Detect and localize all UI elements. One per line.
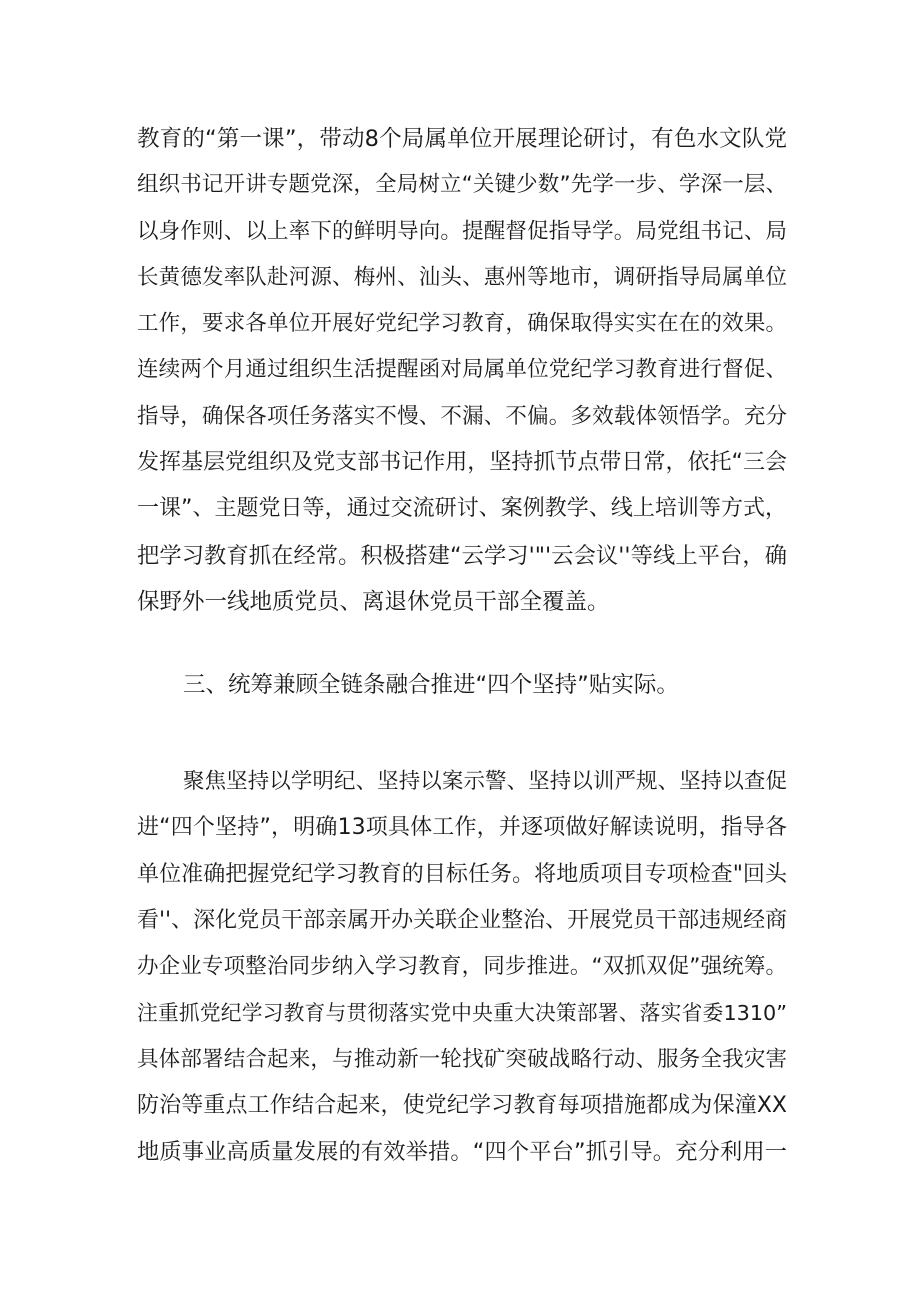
paragraph-line: 保野外一线地质党员、离退休党员干部全覆盖。 [137,588,610,615]
paragraph-line: 具体部署结合起来，与推动新一轮找矿突破战略行动、服务全我灾害 [137,1046,787,1072]
paragraph-line: 长黄德发率队赴河源、梅州、汕头、惠州等地市，调研指导局属单位 [137,264,787,290]
paragraph-line: 把学习教育抓在经常。积极搭建“云学习'"'云会议''等线上平台，确 [137,542,787,569]
paragraph-line: 注重抓党纪学习教育与贯彻落实党中央重大决策部署、落实省委1310” [137,1001,787,1026]
paragraph-line: 指导，确保各项任务落实不慢、不漏、不偏。多效载体领悟学。充分 [137,403,787,429]
paragraph-line: 发挥基层党组织及党支部书记作用，坚持抓节点带日常，依托“三会 [137,450,787,476]
paragraph-line: 连续两个月通过组织生活提醒函对局属单位党纪学习教育进行督促、 [137,357,787,383]
paragraph-line: 地质事业高质量发展的有效举措。“四个平台”抓引导。充分利用一 [137,1139,787,1166]
section-heading: 三、统筹兼顾全链条融合推进“四个坚持”贴实际。 [183,672,679,698]
paragraph-line: 组织书记开讲专题党深，全局树立“关键少数”先学一步、学深一层、 [137,172,787,198]
paragraph-line: 工作，要求各单位开展好党纪学习教育，确保取得实实在在的效果。 [137,311,787,337]
paragraph-1 [137,116,787,625]
paragraph-line: 以身作则、以上率下的鲜明导向。提醒督促指导学。局党组书记、局 [137,218,787,244]
paragraph-line: 看''、深化党员干部亲属开办关联企业整治、开展党员干部违规经商 [137,907,787,933]
paragraph-line: 进“四个坚持”，明确13项具体工作，并逐项做好解读说明，指导各 [137,815,787,841]
paragraph-2 [137,759,787,1176]
paragraph-line: 单位准确把握党纪学习教育的目标任务。将地质项目专项检查"回头 [137,861,787,887]
paragraph-line: 防治等重点工作结合起来，使党纪学习教育每项措施都成为保潼XX [137,1093,787,1119]
paragraph-line: 办企业专项整治同步纳入学习教育，同步推进。“双抓双促”强统筹。 [137,954,787,980]
paragraph-line: 聚焦坚持以学明纪、坚持以案示警、坚持以训严规、坚持以查促 [183,769,787,794]
paragraph-line: 一课”、主题党日等，通过交流研讨、案例教学、线上培训等方式， [137,496,787,522]
paragraph-line: 教育的“第一课”，带动8个局属单位开展理论研讨，有色水文队党 [137,126,787,152]
